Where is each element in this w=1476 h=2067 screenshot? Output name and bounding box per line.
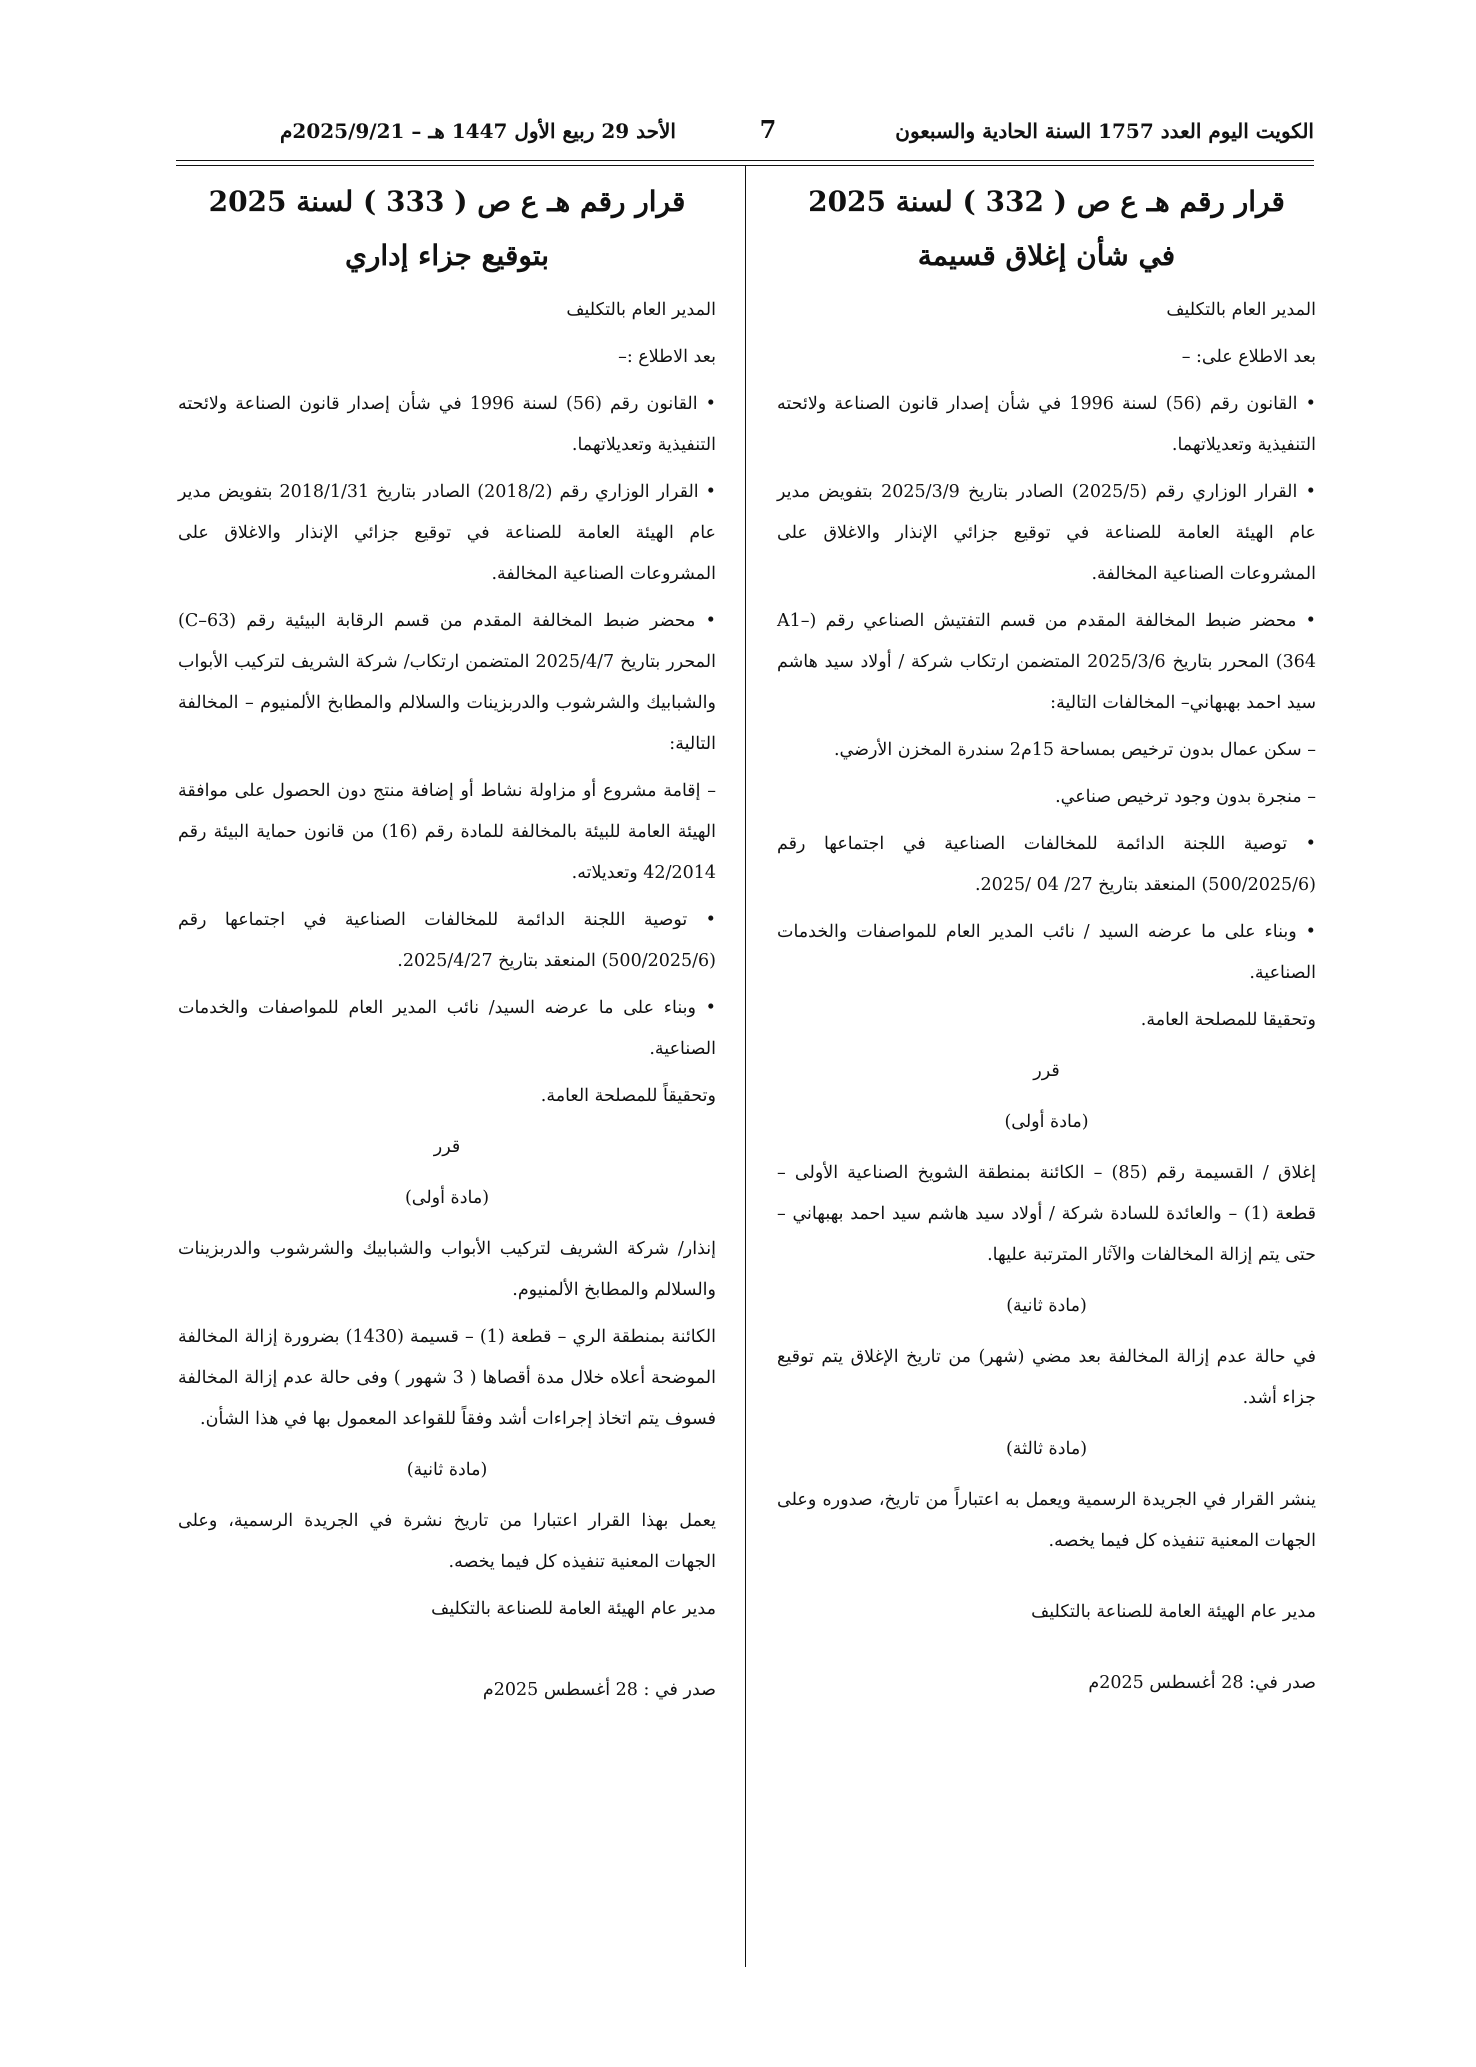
recital-law-56: • القانون رقم (56) لسنة 1996 في شأن إصدار قانون الصناعة ولائحته التنفيذية وتعديلاتهما. [178,394,716,455]
article-2-heading: (مادة ثانية) [406,1460,488,1480]
article-1-text: إغلاق / القسيمة رقم (85) – الكائنة بمنطقة الشويخ الصناعية الأولى – قطعة (1) – والعائدة للسادة شركة / أولاد سيد هاشم سيد احمد بهبهاني – حتى يتم إزالة المخالفات والآثار المترتبة عليها. [777,1163,1316,1265]
header-date: الأحد 29 ربيع الأول 1447 هـ – 2025/9/21م [280,119,676,143]
after-review-line: بعد الاطلاع على: – [1181,347,1316,367]
signature-line: مدير عام الهيئة العامة للصناعة بالتكليف [1031,1602,1316,1622]
recital-public-interest: وتحقيقاً للمصلحة العامة. [540,1086,716,1106]
decision-333-title: قرار رقم هـ ع ص ( 333 ) لسنة 2025 [208,185,686,218]
issued-date: صدر في : 28 أغسطس 2025م [482,1680,716,1700]
article-2-heading: (مادة ثانية) [1006,1296,1087,1316]
decision-333-subtitle: بتوقيع جزاء إداري [344,239,550,272]
recital-violation-report: • محضر ضبط المخالفة المقدم من قسم الرقابة البيئية رقم (C–63) المحرر بتاريخ 2025/4/7 المتضمن ارتكاب/ شركة الشريف لتركيب الأبواب والشبابيك والشرشوب والدربزينات والسلالم والمطابخ الألمنيوم – المخالفة التالية: [178,611,716,754]
decision-332-column [777,178,1316,1710]
recital-ministerial-decision: • القرار الوزاري رقم (2025/5) الصادر بتاريخ 2025/3/9 بتفويض مدير عام الهيئة العامة للصناعة في توقيع جزائي الإنذار والاغلاق على المشروعات الصناعية المخالفة. [777,482,1316,584]
article-1-heading: (مادة أولى) [404,1188,490,1208]
recital-ministerial-decision: • القرار الوزاري رقم (2018/2) الصادر بتاريخ 2018/1/31 بتفويض مدير عام الهيئة العامة للصناعة في توقيع جزائي الإنذار والاغلاق على المشروعات الصناعية المخالفة. [178,482,716,584]
article-1-heading: (مادة أولى) [1004,1112,1089,1132]
recital-law-56: • القانون رقم (56) لسنة 1996 في شأن إصدار قانون الصناعة ولائحته التنفيذية وتعديلاتهما. [777,394,1316,455]
decision-332-subtitle: في شأن إغلاق قسيمة [917,239,1176,272]
decision-333-column [178,178,716,1717]
violation-item-environment: – إقامة مشروع أو مزاولة نشاط أو إضافة منتج دون الحصول على موافقة الهيئة العامة للبيئة بالمخالفة للمادة رقم (16) من قانون حماية البيئة رقم 42/2014 وتعديلاته. [178,781,716,883]
article-1-text-warning: إنذار/ شركة الشريف لتركيب الأبواب والشبابيك والشرشوب والدربزينات والسلالم والمطابخ الألمنيوم. [178,1239,716,1300]
article-3-heading: (مادة ثالثة) [1005,1439,1088,1459]
decision-332-title: قرار رقم هـ ع ص ( 332 ) لسنة 2025 [808,185,1285,218]
director-line: المدير العام بالتكليف [1166,300,1316,320]
issued-date: صدر في: 28 أغسطس 2025م [1088,1673,1316,1693]
header-issue-info: الكويت اليوم العدد 1757 السنة الحادية والسبعون [895,119,1314,143]
recital-deputy-director: • وبناء على ما عرضه السيد/ نائب المدير العام للمواصفات والخدمات الصناعية. [178,998,716,1059]
article-2-text: يعمل بهذا القرار اعتبارا من تاريخ نشرة في الجريدة الرسمية، وعلى الجهات المعنية تنفيذه كل فيما يخصه. [178,1511,716,1572]
article-1-text-location: الكائنة بمنطقة الري – قطعة (1) – قسيمة (1430) بضرورة إزالة المخالفة الموضحة أعلاه خلال مدة أقصاها ( 3 شهور ) وفى حالة عدم إزالة المخالفة فسوف يتم اتخاذ إجراءات أشد وفقاً للقواعد المعمول بها في هذا الشأن. [178,1327,716,1429]
column-divider [745,165,746,1967]
article-3-text: ينشر القرار في الجريدة الرسمية ويعمل به اعتباراً من تاريخ، صدوره وعلى الجهات المعنية تنفيذه كل فيما يخصه. [777,1490,1316,1551]
article-2-text: في حالة عدم إزالة المخالفة بعد مضي (شهر) من تاريخ الإغلاق يتم توقيع جزاء أشد. [777,1347,1316,1408]
recital-committee-recommendation: • توصية اللجنة الدائمة للمخالفات الصناعية في اجتماعها رقم (500/2025/6) المنعقد بتاريخ 2025/4/27. [178,910,716,971]
violation-item-housing: – سكن عمال بدون ترخيص بمساحة 15م2 سندرة المخزن الأرضي. [833,740,1316,760]
recital-committee-recommendation: • توصية اللجنة الدائمة للمخالفات الصناعية في اجتماعها رقم (500/2025/6) المنعقد بتاريخ 27/ 04 /2025. [777,834,1316,895]
recital-deputy-director: • وبناء على ما عرضه السيد / نائب المدير العام للمواصفات والخدمات الصناعية. [777,922,1316,983]
recital-violation-report: • محضر ضبط المخالفة المقدم من قسم التفتيش الصناعي رقم (A1–364) المحرر بتاريخ 2025/3/6 المتضمن ارتكاب شركة / أولاد سيد هاشم سيد احمد بهبهاني– المخالفات التالية: [777,611,1316,713]
header-rule-top [176,160,1314,161]
after-review-line: بعد الاطلاع :– [618,347,716,367]
signature-line: مدير عام الهيئة العامة للصناعة بالتكليف [431,1599,716,1619]
decided-heading: قرر [433,1137,461,1157]
recital-public-interest: وتحقيقا للمصلحة العامة. [1140,1010,1316,1030]
violation-item-carpentry: – منجرة بدون وجود ترخيص صناعي. [1055,787,1316,807]
decided-heading: قرر [1033,1061,1060,1081]
director-line: المدير العام بالتكليف [566,300,716,320]
page-number: 7 [759,115,777,144]
